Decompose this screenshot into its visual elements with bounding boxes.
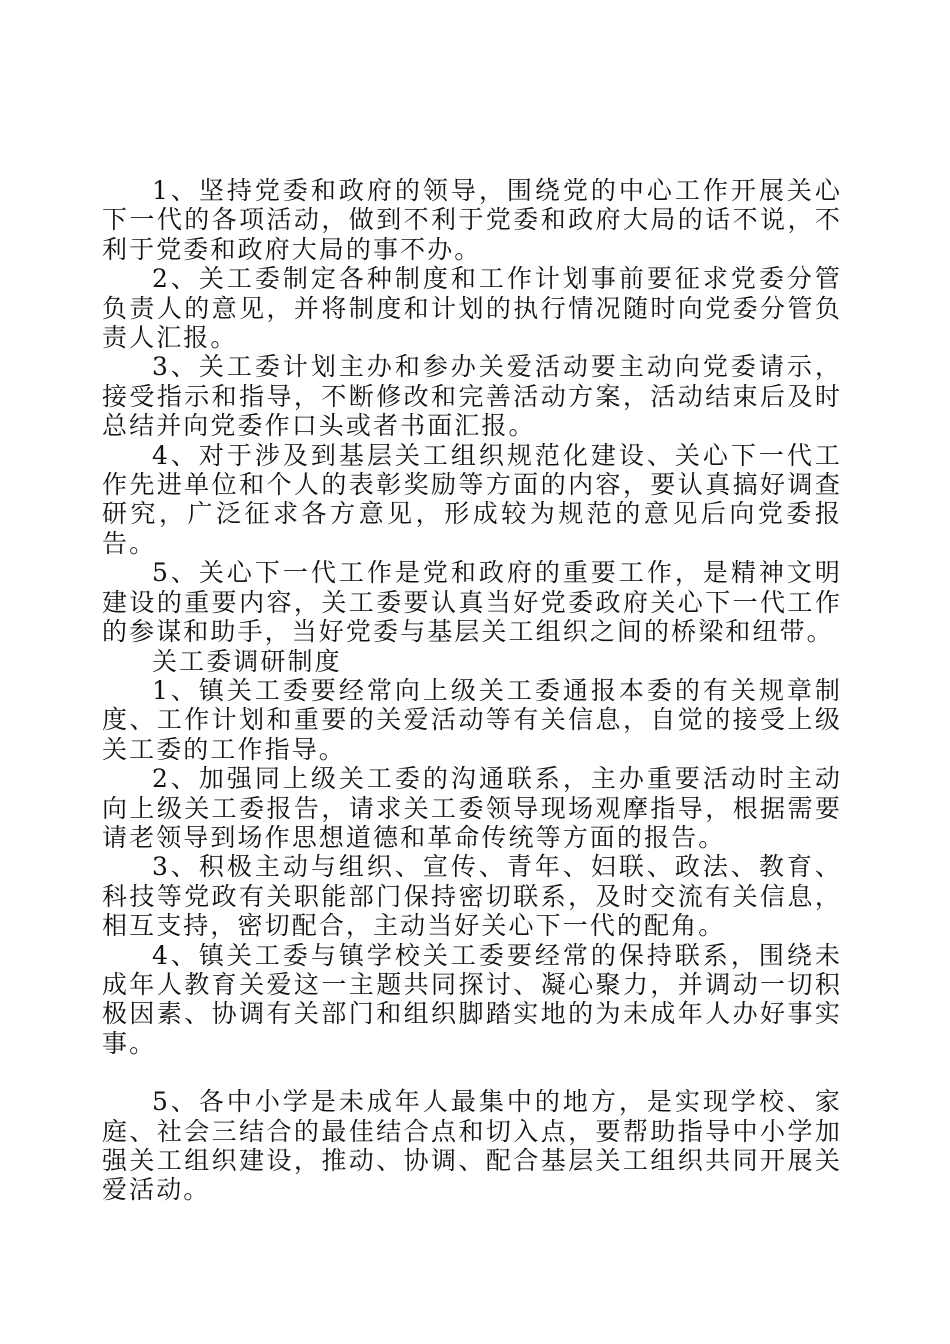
paragraph-3: 3、关工委计划主办和参办关爱活动要主动向党委请示，接受指示和指导，不断修改和完善活动方案，活动结束后及时总结并向党委作口头或者书面汇报。 <box>102 352 842 441</box>
section-title: 关工委调研制度 <box>152 646 342 676</box>
paragraph-4: 4、对于涉及到基层关工组织规范化建设、关心下一代工作先进单位和个人的表彰奖励等方面的内容，要认真搞好调查研究，广泛征求各方意见，形成较为规范的意见后向党委报告。 <box>102 440 842 558</box>
research-paragraph-4: 4、镇关工委与镇学校关工委要经常的保持联系，围绕未成年人教育关爱这一主题共同探讨、凝心聚力，并调动一切积极因素、协调有关部门和组织脚踏实地的为未成年人办好事实事。 <box>102 940 842 1058</box>
paragraph-2: 2、关工委制定各种制度和工作计划事前要征求党委分管负责人的意见，并将制度和计划的执行情况随时向党委分管负责人汇报。 <box>102 264 842 353</box>
paragraph-gap <box>102 1058 842 1087</box>
paragraph-1: 1、坚持党委和政府的领导，围绕党的中心工作开展关心下一代的各项活动，做到不利于党委和政府大局的话不说，不利于党委和政府大局的事不办。 <box>102 176 842 264</box>
research-paragraph-3: 3、积极主动与组织、宣传、青年、妇联、政法、教育、科技等党政有关职能部门保持密切联系，及时交流有关信息，相互支持，密切配合，主动当好关心下一代的配角。 <box>102 852 842 941</box>
document-page <box>102 176 842 1205</box>
research-paragraph-1: 1、镇关工委要经常向上级关工委通报本委的有关规章制度、工作计划和重要的关爱活动等有关信息，自觉的接受上级关工委的工作指导。 <box>102 675 842 764</box>
research-paragraph-5: 5、各中小学是未成年人最集中的地方，是实现学校、家庭、社会三结合的最佳结合点和切入点，要帮助指导中小学加强关工组织建设，推动、协调、配合基层关工组织共同开展关爱活动。 <box>102 1087 842 1205</box>
research-paragraph-2: 2、加强同上级关工委的沟通联系，主办重要活动时主动向上级关工委报告，请求关工委领导现场观摩指导，根据需要请老领导到场作思想道德和革命传统等方面的报告。 <box>102 764 842 852</box>
paragraph-5: 5、关心下一代工作是党和政府的重要工作，是精神文明建设的重要内容，关工委要认真当好党委政府关心下一代工作的参谋和助手，当好党委与基层关工组织之间的桥梁和纽带。 <box>102 558 842 647</box>
